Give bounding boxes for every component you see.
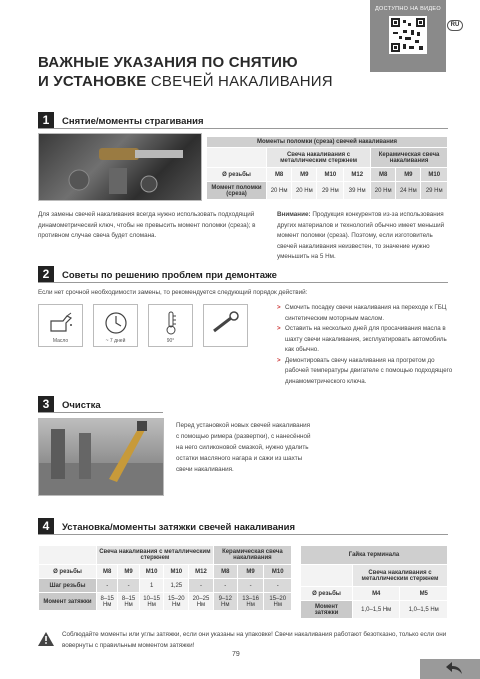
table-cell: 39 Нм bbox=[344, 182, 371, 200]
group-ceramic: Керамическая свеча накаливания bbox=[371, 148, 448, 168]
section-2-intro: Если нет срочной необходимости замены, то рекомендуется следующий порядок действий: bbox=[38, 289, 308, 296]
section-number: 2 bbox=[38, 266, 54, 282]
icon-caption: Масло bbox=[52, 338, 69, 344]
heat-step bbox=[148, 304, 193, 347]
list-item: > Смочить посадку свечи накаливания на переходе к ГБЦ синтетическим моторным маслом. bbox=[277, 304, 447, 322]
clock-icon bbox=[104, 311, 128, 335]
warning-icon bbox=[38, 632, 54, 646]
table-cell: M9 bbox=[237, 565, 264, 579]
section-3-header bbox=[38, 396, 163, 413]
section-number: 1 bbox=[38, 112, 54, 128]
table-cell: M8 bbox=[97, 565, 118, 579]
table-cell: 1,0–1,5 Нм bbox=[353, 601, 400, 619]
section-title: Установка/моменты затяжки свечей накаливания bbox=[62, 522, 296, 533]
bullet-text: Оставить на несколько дней для просачивания масла в шахту свечи накаливания, эксплуатировать автомобиль как обычно. bbox=[285, 325, 447, 353]
row-label: Ø резьбы bbox=[207, 168, 267, 182]
table-cell: - bbox=[97, 579, 118, 593]
row-label: Шаг резьбы bbox=[39, 579, 97, 593]
section-number: 4 bbox=[38, 518, 54, 534]
table-cell: M8 bbox=[213, 565, 237, 579]
table-cell: 9–12 Нм bbox=[213, 593, 237, 611]
procedure-icons bbox=[38, 304, 248, 347]
title-line-2-bold: И УСТАНОВКЕ bbox=[38, 73, 147, 90]
tightening-torque-table bbox=[38, 545, 292, 611]
table-cell: - bbox=[118, 579, 139, 593]
table-cell: 20 Нм bbox=[292, 182, 317, 200]
table-cell: M10 bbox=[421, 168, 448, 182]
thermometer-icon bbox=[163, 311, 179, 335]
table-cell: 1 bbox=[139, 579, 164, 593]
table-cell: 15–20 Нм bbox=[164, 593, 189, 611]
section-4-header bbox=[38, 518, 448, 535]
attention-label: Внимание: bbox=[277, 211, 311, 218]
table-cell: M9 bbox=[292, 168, 317, 182]
group-metal: Свеча накаливания с металлическим стержнем bbox=[353, 565, 448, 587]
row-label: Ø резьбы bbox=[39, 565, 97, 579]
table-cell: M12 bbox=[344, 168, 371, 182]
photo-overlay bbox=[100, 418, 164, 496]
page-title bbox=[38, 53, 333, 91]
icon-caption: 90° bbox=[166, 338, 175, 344]
table-cell: M5 bbox=[400, 587, 448, 601]
table-cell: 10–15 Нм bbox=[139, 593, 164, 611]
section-title: Снятие/моменты страгивания bbox=[62, 116, 204, 127]
table-cell: M8 bbox=[267, 168, 292, 182]
table-caption: Моменты поломки (среза) свечей накаливания bbox=[207, 137, 448, 148]
title-line-2-light: СВЕЧЕЙ НАКАЛИВАНИЯ bbox=[146, 73, 333, 90]
table-cell: 24 Нм bbox=[396, 182, 421, 200]
row-label: Момент затяжки bbox=[39, 593, 97, 611]
table-cell: 20 Нм bbox=[267, 182, 292, 200]
table-cell: - bbox=[213, 579, 237, 593]
table-caption: Гайка терминала bbox=[301, 546, 448, 565]
table-cell: M12 bbox=[189, 565, 214, 579]
section-title: Советы по решению проблем при демонтаже bbox=[62, 270, 277, 281]
table-cell: M9 bbox=[118, 565, 139, 579]
title-line-1: ВАЖНЫЕ УКАЗАНИЯ ПО СНЯТИЮ bbox=[38, 54, 298, 71]
back-button[interactable] bbox=[420, 659, 480, 679]
section-1-text-left: Для замены свечей накаливания всегда нужно использовать подходящий динамометрический ключ, чтобы не превысить момент поломки (среза); в противном случае свеча будет сломана. bbox=[38, 211, 256, 239]
table-cell: 20–25 Нм bbox=[189, 593, 214, 611]
wrench-icon bbox=[211, 311, 241, 335]
table-cell: 1,25 bbox=[164, 579, 189, 593]
table-cell: M10 bbox=[139, 565, 164, 579]
table-cell: 29 Нм bbox=[317, 182, 344, 200]
table-cell: M4 bbox=[353, 587, 400, 601]
language-badge: RU bbox=[447, 20, 463, 31]
bullet-text: Демонтировать свечу накаливания на прогретом до рабочей температуры двигателе с помощью подходящего динамометрического ключа. bbox=[285, 356, 453, 385]
table-cell: M10 bbox=[317, 168, 344, 182]
terminal-nut-table bbox=[300, 545, 448, 619]
breakaway-torque-table bbox=[206, 136, 448, 200]
table-cell: M9 bbox=[396, 168, 421, 182]
list-item: > Оставить на несколько дней для просачивания масла в шахту свечи накаливания, эксплуатировать автомобиль как обычно. bbox=[277, 325, 447, 353]
oil-can-icon bbox=[48, 311, 74, 333]
qr-video-box[interactable] bbox=[370, 0, 446, 72]
group-metal: Свеча накаливания с металлическим стержнем bbox=[97, 546, 214, 565]
qr-label: ДОСТУПНО НА ВИДЕО bbox=[375, 6, 441, 12]
bullet-text: Смочить посадку свечи накаливания на переходе к ГБЦ синтетическим моторным маслом. bbox=[285, 304, 447, 322]
table-cell: - bbox=[264, 579, 292, 593]
warning-text: Соблюдайте моменты или углы затяжки, если они указаны на упаковке! Свечи накаливания работают безотказно, только если они вовернуты с правильным моментом затяжки! bbox=[62, 631, 447, 649]
table-cell: 1,0–1,5 Нм bbox=[400, 601, 448, 619]
table-cell: - bbox=[189, 579, 214, 593]
page-number: 79 bbox=[232, 651, 240, 658]
table-cell: 29 Нм bbox=[421, 182, 448, 200]
section-2-header bbox=[38, 266, 448, 283]
oil-step bbox=[38, 304, 83, 347]
qr-code-icon bbox=[389, 16, 427, 54]
table-cell: 13–16 Нм bbox=[237, 593, 264, 611]
group-metal: Свеча накаливания с металлическим стержнем bbox=[267, 148, 371, 168]
table-cell: - bbox=[237, 579, 264, 593]
row-label: Ø резьбы bbox=[301, 587, 353, 601]
table-cell: 8–15 Нм bbox=[97, 593, 118, 611]
title-line-2 bbox=[38, 72, 333, 91]
back-arrow-icon bbox=[446, 662, 462, 674]
section-number: 3 bbox=[38, 396, 54, 412]
group-ceramic: Керамическая свеча накаливания bbox=[213, 546, 291, 565]
section-1-header bbox=[38, 112, 448, 129]
table-cell: 8–15 Нм bbox=[118, 593, 139, 611]
section-1-text-right bbox=[277, 210, 452, 263]
row-label: Момент поломки (среза) bbox=[207, 182, 267, 200]
table-cell: M10 bbox=[264, 565, 292, 579]
icon-caption: ~ 7 дней bbox=[105, 338, 126, 344]
procedure-bullets bbox=[277, 303, 457, 387]
table-cell: M8 bbox=[371, 168, 396, 182]
row-label: Момент затяжки bbox=[301, 601, 353, 619]
section-title: Очистка bbox=[62, 400, 101, 411]
list-item: > Демонтировать свечу накаливания на прогретом до рабочей температуры двигателе с помощью подходящего динамометрического ключа. bbox=[277, 356, 453, 385]
attention-text: Продукция конкурентов из-за использования других материалов и технологий обычно имеет меньший момент поломки (среза). Поэтому, если изготовитель свечей накаливания неизвестен, то значение нужно уменьшить на 5 Нм. bbox=[277, 211, 445, 260]
engine-photo bbox=[38, 133, 202, 201]
table-cell: 15–20 Нм bbox=[264, 593, 292, 611]
table-cell: 20 Нм bbox=[371, 182, 396, 200]
section-3-text: Перед установкой новых свечей накаливания с помощью римера (развертки), с нанесённой на него силиконовой смазкой, нужно удалить остатки масляного нагара и сажи из шахты свечи накаливания. bbox=[176, 422, 311, 473]
remove-step bbox=[203, 304, 248, 347]
table-cell: M10 bbox=[164, 565, 189, 579]
wait-step bbox=[93, 304, 138, 347]
